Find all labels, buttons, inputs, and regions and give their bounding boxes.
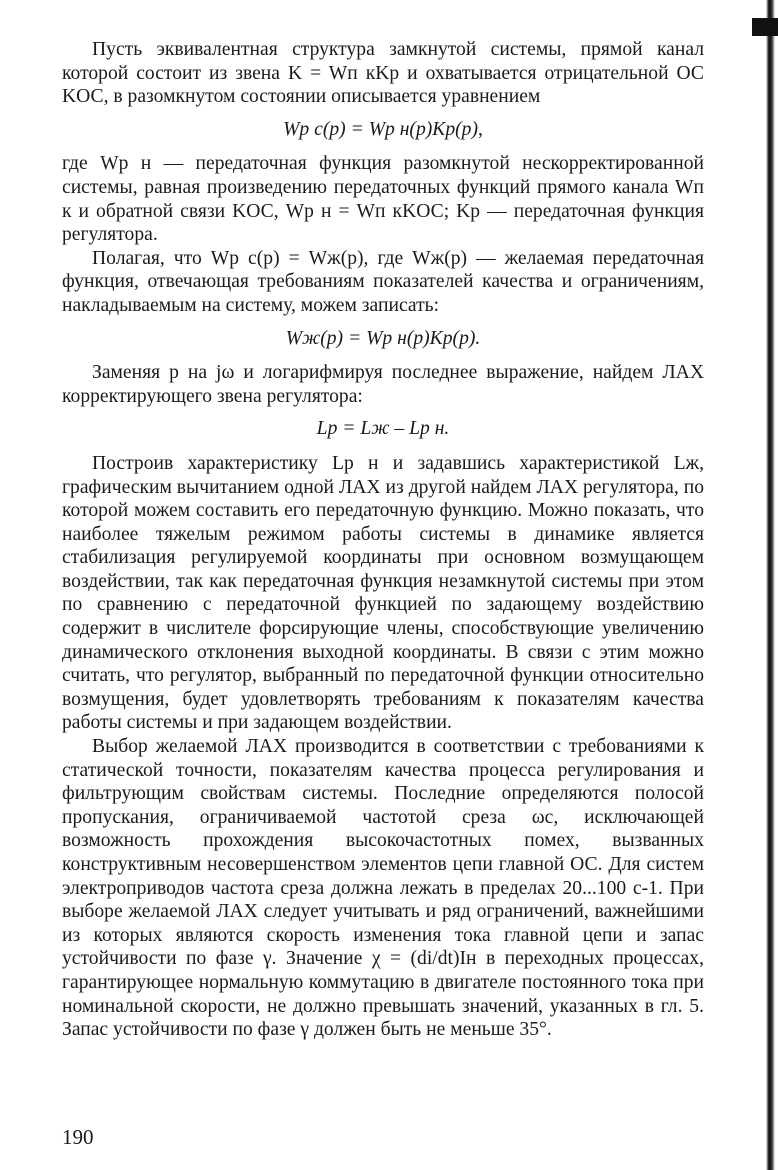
paragraph-2: где Wр н — передаточная функция разомкнутой нескорректированной системы, равная произведению передаточных функций прямого канала Wп к и обратной связи KОС, Wр н = Wп кKОС; Kр — передаточная функция регулятора. <box>62 153 704 246</box>
paragraph-3: Полагая, что Wр с(p) = Wж(p), где Wж(p) — желаемая передаточная функция, отвечающая требованиям показателей качества и ограничениям, накладываемым на систему, можем записать: <box>62 247 704 316</box>
formula-2: Wж(p) = Wр н(p)Kр(p). <box>285 327 481 349</box>
page-body <box>62 38 704 1042</box>
formula-3: Lр = Lж – Lр н. <box>316 418 450 440</box>
paragraph-5: Построив характеристику Lр н и задавшись характеристикой Lж, графическим вычитанием одной ЛАХ из другой найдем ЛАХ регулятора, по которой можем составить его передаточную функцию. Можно показать, что наиболее тяжелым режимом работы системы в динамике является стабилизация регулируемой координаты при основном возмущающем воздействии, так как передаточная функция незамкнутой системы при этом по сравнению с передаточной функцией по задающему воздействию содержит в числителе форсирующие члены, способствующие увеличению динамического отклонения выходной координаты. В связи с этим можно считать, что регулятор, выбранный по передаточной функции относительно возмущения, будет удовлетворять требованиям к показателям качества работы системы и при задающем воздействии. <box>62 452 704 734</box>
paragraph-1: Пусть эквивалентная структура замкнутой системы, прямой канал которой состоит из звена K = Wп кKр и охватывается отрицательной ОС KОС, в разомкнутом состоянии описывается уравнением <box>62 39 704 108</box>
page-edge-corner <box>752 18 778 36</box>
page-edge-shadow <box>758 0 778 1170</box>
paragraph-4: Заменяя p на jω и логарифмируя последнее выражение, найдем ЛАХ корректирующего звена регулятора: <box>62 362 704 407</box>
formula-1: Wр с(p) = Wр н(p)Kр(p), <box>283 118 483 140</box>
paragraph-6: Выбор желаемой ЛАХ производится в соответствии с требованиями к статической точности, показателям качества процесса регулирования и фильтрующим свойствам системы. Последние определяются полосой пропускания, ограничиваемой частотой среза ωс, исключающей возможность прохождения высокочастотных помех, вызванных конструктивным несовершенством элементов цепи главной ОС. Для систем электроприводов частота среза должна лежать в пределах 20...100 с-1. При выборе желаемой ЛАХ следует учитывать и ряд ограничений, важнейшими из которых являются скорость изменения тока главной цепи и запас устойчивости по фазе γ. Значение χ = (di/dt)Iн в переходных процессах, гарантирующее нормальную коммутацию в двигателе постоянного тока при номинальной скорости, не должно превышать значений, указанных в гл. 5. Запас устойчивости по фазе γ должен быть не меньше 35°. <box>62 736 704 1041</box>
page-number: 190 <box>62 1125 94 1149</box>
